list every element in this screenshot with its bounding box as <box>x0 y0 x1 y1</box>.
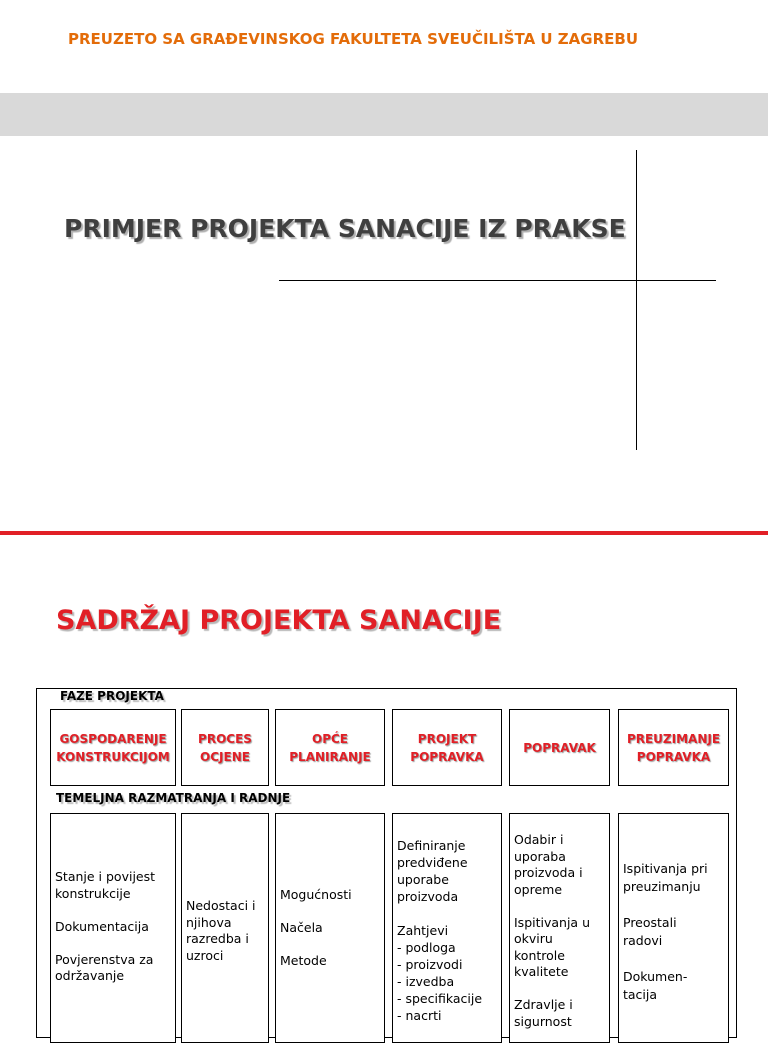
phase-preuzimanje-popravka: PREUZIMANJE POPRAVKA <box>618 709 729 786</box>
header-band <box>0 93 768 136</box>
content-title: SADRŽAJ PROJEKTA SANACIJE <box>56 605 502 636</box>
details-opce-planiranje: Mogućnosti Načela Metode <box>275 813 385 1043</box>
page-separator <box>0 531 768 535</box>
details-projekt-popravka: Definiranje predviđene uporabe proizvoda Zahtjevi - podloga - proizvodi - izvedba - specifikacije - nacrti <box>392 813 502 1043</box>
phase-gospodarenje: GOSPODARENJE KONSTRUKCIJOM <box>50 709 176 786</box>
details-proces-ocjene: Nedostaci i njihova razredba i uzroci <box>181 813 269 1043</box>
horizontal-divider <box>279 280 716 281</box>
slide-title: PRIMJER PROJEKTA SANACIJE IZ PRAKSE <box>64 214 626 243</box>
phases-label: FAZE PROJEKTA <box>60 689 164 703</box>
vertical-divider <box>636 150 637 450</box>
details-popravak: Odabir i uporaba proizvoda i opreme Ispitivanja u okviru kontrole kvalitete Zdravlje i sigurnost <box>509 813 610 1043</box>
phase-popravak: POPRAVAK <box>509 709 610 786</box>
phase-opce-planiranje: OPĆE PLANIRANJE <box>275 709 385 786</box>
phase-projekt-popravka: PROJEKT POPRAVKA <box>392 709 502 786</box>
details-gospodarenje: Stanje i povijest konstrukcije Dokumentacija Povjerenstva za održavanje <box>50 813 176 1043</box>
source-attribution: PREUZETO SA GRAĐEVINSKOG FAKULTETA SVEUČILIŠTA U ZAGREBU <box>68 30 639 48</box>
phase-proces-ocjene: PROCES OCJENE <box>181 709 269 786</box>
details-preuzimanje-popravka: Ispitivanja pri preuzimanju Preostali radovi Dokumen- tacija <box>618 813 729 1043</box>
details-label: TEMELJNA RAZMATRANJA I RADNJE <box>56 791 291 805</box>
